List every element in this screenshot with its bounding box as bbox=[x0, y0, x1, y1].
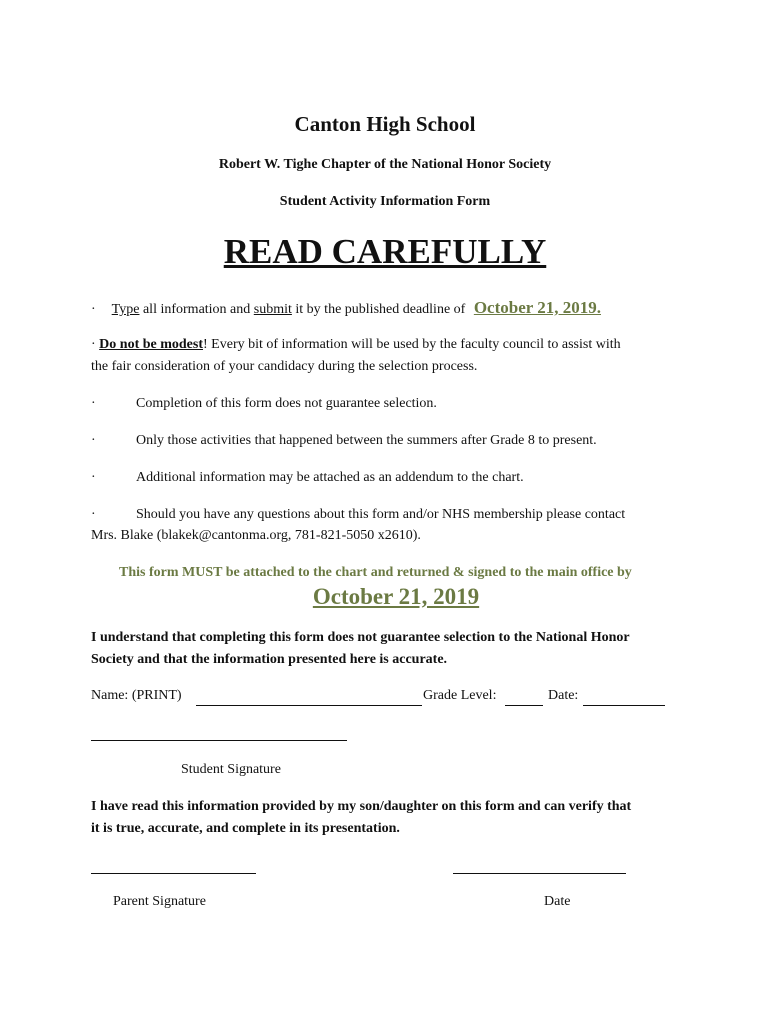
deadline-date: October 21, 2019. bbox=[473, 298, 601, 317]
parent-statement-line1: I have read this information provided by my son/daughter on this form and can verify that bbox=[91, 799, 632, 814]
bullet: · bbox=[91, 433, 96, 448]
instruction-end-text: it by the published deadline of bbox=[291, 302, 469, 317]
instruction-modest bbox=[91, 337, 621, 353]
school-title: Canton High School bbox=[294, 112, 476, 136]
instruction-modest-cont: the fair consideration of your candidacy during the selection process. bbox=[91, 359, 478, 374]
parent-date-line[interactable] bbox=[453, 873, 626, 874]
grade-level-label: Grade Level: bbox=[423, 688, 497, 703]
instruction-type-submit bbox=[91, 298, 601, 318]
bullet-item bbox=[91, 396, 437, 412]
name-label: Name: (PRINT) bbox=[91, 688, 182, 703]
do-not-be-modest: Do not be modest bbox=[99, 337, 204, 352]
bullet: · bbox=[91, 470, 96, 485]
bullet-item bbox=[91, 433, 597, 449]
bullet-text: Only those activities that happened between the summers after Grade 8 to present. bbox=[136, 433, 597, 448]
type-word: Type bbox=[111, 302, 140, 317]
date-field[interactable] bbox=[583, 705, 665, 706]
submit-word: submit bbox=[253, 302, 292, 317]
bullet: · bbox=[91, 507, 96, 522]
name-field[interactable] bbox=[196, 705, 422, 706]
bullet-text: Additional information may be attached as an addendum to the chart. bbox=[136, 470, 524, 485]
contact-details: Mrs. Blake (blakek@cantonma.org, 781-821-5050 x2610). bbox=[91, 528, 421, 543]
student-signature-line[interactable] bbox=[91, 740, 347, 741]
bullet: · bbox=[91, 302, 96, 317]
bullet-item-contact bbox=[91, 507, 626, 523]
student-signature-label: Student Signature bbox=[181, 762, 281, 777]
bullet-text: Completion of this form does not guarantee selection. bbox=[136, 396, 437, 411]
parent-signature-label: Parent Signature bbox=[113, 894, 206, 909]
chapter-subtitle: Robert W. Tighe Chapter of the National Honor Society bbox=[218, 157, 552, 172]
instruction-mid-text: all information and bbox=[139, 302, 254, 317]
bullet-item bbox=[91, 470, 524, 486]
read-carefully-heading: READ CAREFULLY bbox=[223, 232, 547, 271]
notice-deadline: October 21, 2019 bbox=[312, 584, 480, 609]
date-label: Date: bbox=[548, 688, 579, 703]
student-statement-line1: I understand that completing this form does not guarantee selection to the National Honor bbox=[91, 630, 630, 645]
grade-level-field[interactable] bbox=[505, 705, 543, 706]
form-title: Student Activity Information Form bbox=[279, 194, 491, 209]
bullet: · bbox=[91, 396, 96, 411]
attach-notice: This form MUST be attached to the chart and returned & signed to the main office by bbox=[119, 565, 632, 580]
student-statement-line2: Society and that the information presented here is accurate. bbox=[91, 652, 448, 667]
bullet: · bbox=[91, 337, 96, 352]
parent-statement-line2: it is true, accurate, and complete in its presentation. bbox=[91, 821, 400, 836]
modest-rest-text: ! Every bit of information will be used by the faculty council to assist with bbox=[203, 337, 621, 352]
parent-date-label: Date bbox=[544, 894, 571, 909]
contact-text: Should you have any questions about this form and/or NHS membership please contact bbox=[136, 507, 626, 522]
parent-signature-line[interactable] bbox=[91, 873, 256, 874]
